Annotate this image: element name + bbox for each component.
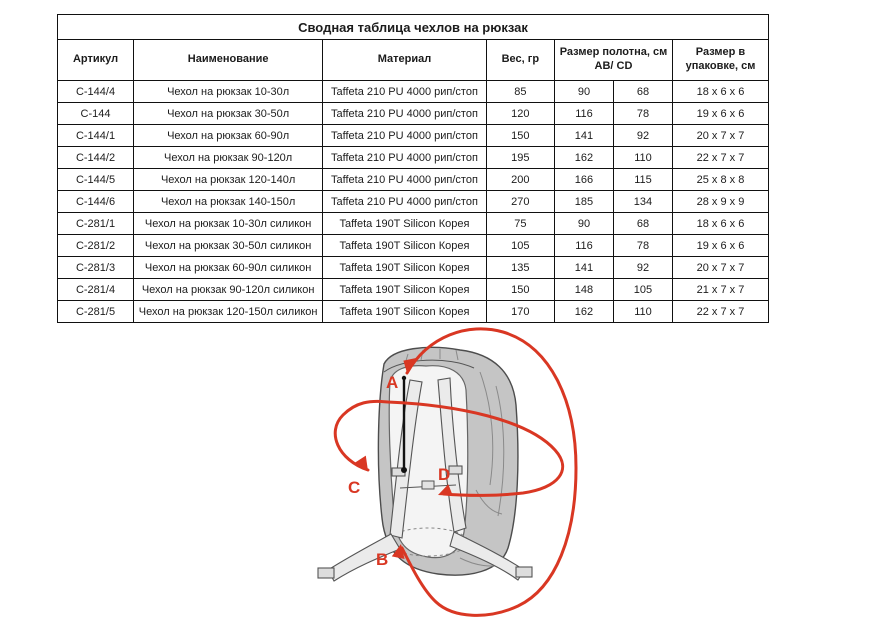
table-cell: 75 bbox=[486, 213, 554, 235]
table-cell: 105 bbox=[613, 279, 672, 301]
table-cell: С-281/2 bbox=[58, 235, 134, 257]
table-cell: 135 bbox=[486, 257, 554, 279]
table-cell: 22 x 7 x 7 bbox=[672, 301, 768, 323]
table-cell: Чехол на рюкзак 30-50л bbox=[134, 103, 323, 125]
table-cell: 92 bbox=[613, 125, 672, 147]
summary-table-section bbox=[57, 14, 769, 323]
table-cell: С-144 bbox=[58, 103, 134, 125]
header-package-size: Размер в упаковке, см bbox=[672, 40, 768, 81]
table-cell: Чехол на рюкзак 140-150л bbox=[134, 191, 323, 213]
table-row bbox=[58, 213, 769, 235]
table-cell: 150 bbox=[486, 279, 554, 301]
table-row bbox=[58, 279, 769, 301]
table-cell: 21 x 7 x 7 bbox=[672, 279, 768, 301]
table-cell: 92 bbox=[613, 257, 672, 279]
table-cell: 170 bbox=[486, 301, 554, 323]
table-title-row bbox=[58, 15, 769, 40]
table-cell: С-281/4 bbox=[58, 279, 134, 301]
table-row bbox=[58, 169, 769, 191]
table-title: Сводная таблица чехлов на рюкзак bbox=[58, 15, 769, 40]
table-cell: 162 bbox=[554, 301, 613, 323]
table-cell: Taffeta 190T Silicon Корея bbox=[323, 279, 487, 301]
header-weight: Вес, гр bbox=[486, 40, 554, 81]
table-cell: 115 bbox=[613, 169, 672, 191]
table-cell: 90 bbox=[554, 213, 613, 235]
table-header-row bbox=[58, 40, 769, 81]
table-cell: 166 bbox=[554, 169, 613, 191]
table-cell: Taffeta 210 PU 4000 рип/стоп bbox=[323, 103, 487, 125]
table-cell: 120 bbox=[486, 103, 554, 125]
table-cell: С-144/5 bbox=[58, 169, 134, 191]
table-cell: 28 x 9 x 9 bbox=[672, 191, 768, 213]
table-cell: 150 bbox=[486, 125, 554, 147]
table-cell: 18 x 6 x 6 bbox=[672, 213, 768, 235]
label-d: D bbox=[438, 465, 451, 484]
sternum-buckle bbox=[422, 481, 434, 489]
table-cell: 68 bbox=[613, 213, 672, 235]
label-a: A bbox=[386, 373, 399, 392]
table-cell: Чехол на рюкзак 120-140л bbox=[134, 169, 323, 191]
header-name: Наименование bbox=[134, 40, 323, 81]
table-cell: 162 bbox=[554, 147, 613, 169]
table-row bbox=[58, 125, 769, 147]
table-body bbox=[58, 81, 769, 323]
table-cell: 116 bbox=[554, 103, 613, 125]
header-article: Артикул bbox=[58, 40, 134, 81]
table-cell: Taffeta 210 PU 4000 рип/стоп bbox=[323, 169, 487, 191]
label-c: C bbox=[348, 478, 361, 497]
table-cell: Taffeta 190T Silicon Корея bbox=[323, 235, 487, 257]
table-cell: 78 bbox=[613, 103, 672, 125]
backpack-measurement-diagram bbox=[288, 320, 620, 619]
table-cell: 68 bbox=[613, 81, 672, 103]
table-cell: 22 x 7 x 7 bbox=[672, 147, 768, 169]
table-cell: Чехол на рюкзак 60-90л bbox=[134, 125, 323, 147]
table-cell: 195 bbox=[486, 147, 554, 169]
table-cell: 116 bbox=[554, 235, 613, 257]
table-cell: Taffeta 210 PU 4000 рип/стоп bbox=[323, 125, 487, 147]
table-cell: 19 x 6 x 6 bbox=[672, 103, 768, 125]
table-cell: 20 x 7 x 7 bbox=[672, 125, 768, 147]
table-cell: Taffeta 210 PU 4000 рип/стоп bbox=[323, 81, 487, 103]
header-canvas-size: Размер полотна, см АВ/ CD bbox=[554, 40, 672, 81]
table-row bbox=[58, 257, 769, 279]
table-row bbox=[58, 103, 769, 125]
table-cell: С-144/2 bbox=[58, 147, 134, 169]
table-cell: Taffeta 190T Silicon Корея bbox=[323, 257, 487, 279]
table-row bbox=[58, 147, 769, 169]
table-cell: 25 x 8 x 8 bbox=[672, 169, 768, 191]
table-cell: Чехол на рюкзак 60-90л силикон bbox=[134, 257, 323, 279]
table-cell: Чехол на рюкзак 90-120л bbox=[134, 147, 323, 169]
header-material: Материал bbox=[323, 40, 487, 81]
table-cell: 270 bbox=[486, 191, 554, 213]
table-row bbox=[58, 191, 769, 213]
table-cell: 105 bbox=[486, 235, 554, 257]
table-cell: С-281/5 bbox=[58, 301, 134, 323]
table-cell: 90 bbox=[554, 81, 613, 103]
table-cell: С-281/1 bbox=[58, 213, 134, 235]
table-cell: 20 x 7 x 7 bbox=[672, 257, 768, 279]
table-cell: 200 bbox=[486, 169, 554, 191]
table-cell: 134 bbox=[613, 191, 672, 213]
table-cell: Чехол на рюкзак 90-120л силикон bbox=[134, 279, 323, 301]
table-cell: 141 bbox=[554, 125, 613, 147]
table-cell: 85 bbox=[486, 81, 554, 103]
summary-table bbox=[57, 14, 769, 323]
table-cell: 148 bbox=[554, 279, 613, 301]
table-cell: Чехол на рюкзак 30-50л силикон bbox=[134, 235, 323, 257]
table-cell: С-144/1 bbox=[58, 125, 134, 147]
table-cell: Taffeta 190T Silicon Корея bbox=[323, 213, 487, 235]
table-cell: 110 bbox=[613, 301, 672, 323]
table-cell: 19 x 6 x 6 bbox=[672, 235, 768, 257]
table-row bbox=[58, 235, 769, 257]
table-cell: С-281/3 bbox=[58, 257, 134, 279]
table-cell: С-144/4 bbox=[58, 81, 134, 103]
table-cell: 110 bbox=[613, 147, 672, 169]
table-cell: С-144/6 bbox=[58, 191, 134, 213]
table-cell: Чехол на рюкзак 120-150л силикон bbox=[134, 301, 323, 323]
table-cell: 78 bbox=[613, 235, 672, 257]
table-cell: 141 bbox=[554, 257, 613, 279]
table-row bbox=[58, 81, 769, 103]
label-b: B bbox=[376, 550, 389, 569]
table-cell: Taffeta 210 PU 4000 рип/стоп bbox=[323, 147, 487, 169]
backpack-diagram-svg bbox=[288, 320, 620, 619]
table-cell: Чехол на рюкзак 10-30л силикон bbox=[134, 213, 323, 235]
table-cell: 18 x 6 x 6 bbox=[672, 81, 768, 103]
table-cell: Taffeta 210 PU 4000 рип/стоп bbox=[323, 191, 487, 213]
table-cell: Taffeta 190T Silicon Корея bbox=[323, 301, 487, 323]
table-cell: Чехол на рюкзак 10-30л bbox=[134, 81, 323, 103]
table-cell: 185 bbox=[554, 191, 613, 213]
